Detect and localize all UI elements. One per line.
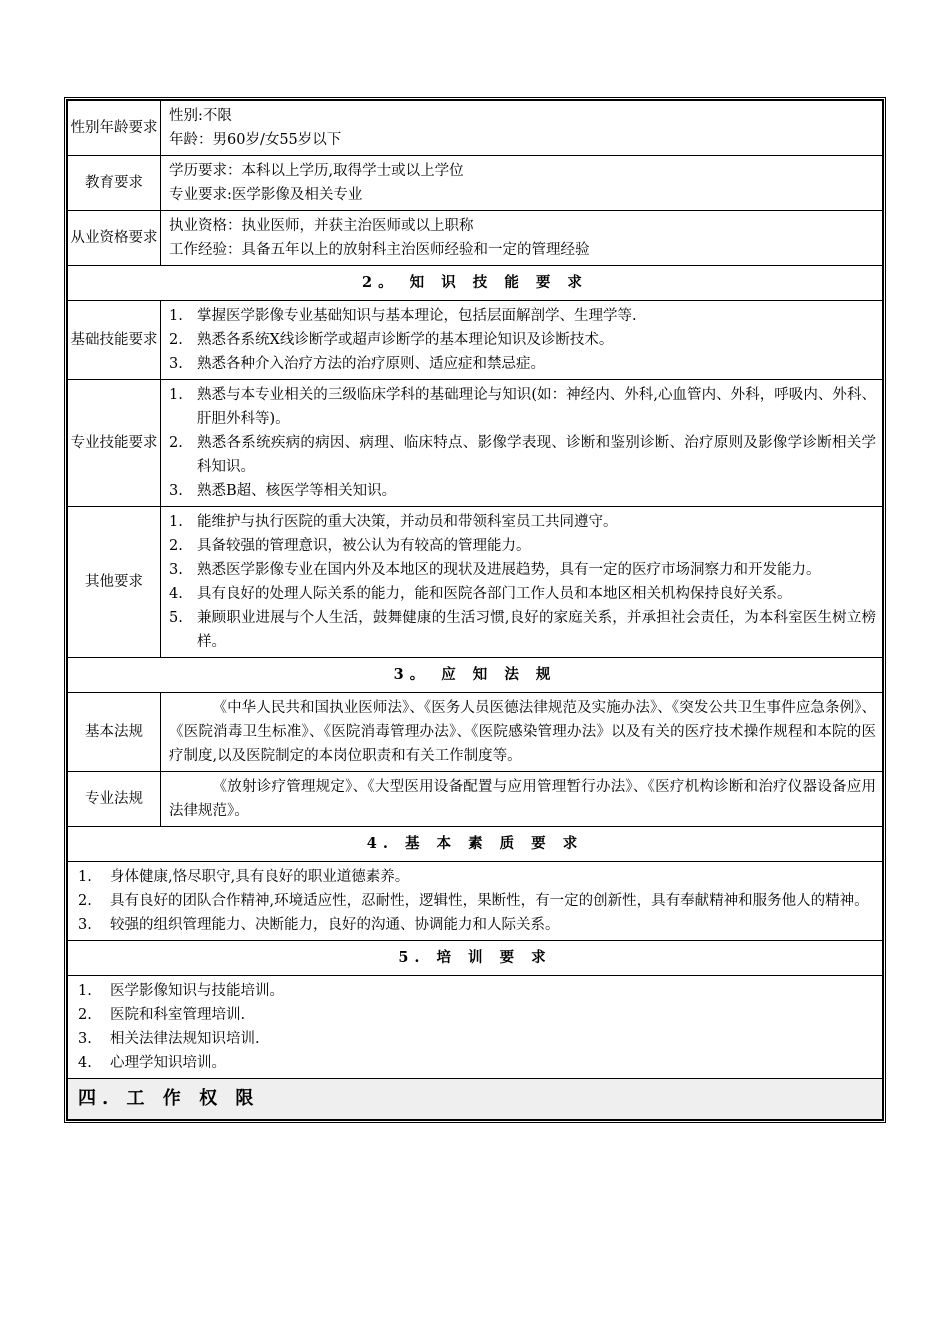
training-list — [78, 979, 876, 1075]
list-item: 2. 熟悉各系统X线诊断学或超声诊断学的基本理论知识及诊断技术。 — [169, 332, 614, 348]
basic-quality-list — [78, 865, 876, 937]
degree-line: 学历要求：本科以上学历,取得学士或以上学位 — [169, 163, 464, 179]
basic-skills-content — [161, 301, 883, 380]
other-requirements-content — [161, 507, 883, 658]
experience-line: 工作经验：具备五年以上的放射科主治医师经验和一定的管理经验 — [169, 242, 590, 258]
list-item: 1. 身体健康,恪尽职守,具有良好的职业道德素养。 — [78, 869, 410, 885]
pro-law-text: 《放射诊疗管理规定》、《大型医用设备配置与应用管理暂行办法》、《医疗机构诊断和治疗仪器设备应用法律规范》。 — [169, 779, 876, 819]
pro-law-label: 专业法规 — [68, 772, 161, 827]
other-requirements-label: 其他要求 — [68, 507, 161, 658]
other-requirements-list — [169, 510, 876, 654]
section-2-title: 2。 知 识 技 能 要 求 — [68, 266, 883, 301]
training-content — [68, 976, 883, 1079]
list-item: 2. 具有良好的团队合作精神,环境适应性，忍耐性，逻辑性，果断性，有一定的创新性，具有奉献精神和服务他人的精神。 — [78, 893, 869, 909]
license-line: 执业资格：执业医师，并获主治医师或以上职称 — [169, 218, 474, 234]
professional-skills-content — [161, 380, 883, 507]
section-2-header — [68, 266, 883, 301]
list-item: 1. 医学影像知识与技能培训。 — [78, 983, 284, 999]
row-other-requirements — [68, 507, 883, 658]
row-education — [68, 156, 883, 211]
list-item: 3. 熟悉医学影像专业在国内外及本地区的现状及进展趋势，具有一定的医疗市场洞察力和开发能力。 — [169, 562, 821, 578]
age-line: 年龄：男60岁/女55岁以下 — [169, 132, 342, 148]
basic-skills-list — [169, 304, 876, 376]
requirements-table — [67, 100, 883, 1120]
basic-law-text: 《中华人民共和国执业医师法》、《医务人员医德法律规范及实施办法》、《突发公共卫生事件应急条例》、《医院消毒卫生标准》、《医院消毒管理办法》、《医院感染管理办法》以及有关的医疗技术操作规程和本院的医疗制度,以及医院制定的本岗位职责和有关工作制度等。 — [169, 700, 876, 764]
section-4-title: 4. 基 本 素 质 要 求 — [68, 827, 883, 862]
professional-skills-label: 专业技能要求 — [68, 380, 161, 507]
qualification-content — [161, 211, 883, 266]
row-training — [68, 976, 883, 1079]
basic-quality-content — [68, 862, 883, 941]
list-item: 2. 熟悉各系统疾病的病因、病理、临床特点、影像学表现、诊断和鉴别诊断、治疗原则及影像学诊断相关学科知识。 — [169, 435, 876, 475]
list-item: 1. 熟悉与本专业相关的三级临床学科的基础理论与知识(如：神经内、外科,心血管内、外科，呼吸内、外科、肝胆外科等)。 — [169, 387, 876, 427]
section-5-title: 5. 培 训 要 求 — [68, 941, 883, 976]
gender-age-content — [161, 101, 883, 156]
section-5-header — [68, 941, 883, 976]
list-item: 3. 熟悉B超、核医学等相关知识。 — [169, 483, 397, 499]
list-item: 3. 熟悉各种介入治疗方法的治疗原则、适应症和禁忌症。 — [169, 356, 545, 372]
list-item: 4. 具有良好的处理人际关系的能力，能和医院各部门工作人员和本地区相关机构保持良好关系。 — [169, 586, 792, 602]
gender-line: 性别:不限 — [169, 108, 232, 124]
education-content — [161, 156, 883, 211]
row-pro-law — [68, 772, 883, 827]
list-item: 1. 掌握医学影像专业基础知识与基本理论，包括层面解剖学、生理学等. — [169, 308, 637, 324]
list-item: 3. 较强的组织管理能力、决断能力，良好的沟通、协调能力和人际关系。 — [78, 917, 560, 933]
list-item: 2. 具备较强的管理意识，被公认为有较高的管理能力。 — [169, 538, 531, 554]
section-3-header — [68, 658, 883, 693]
list-item: 5. 兼顾职业进展与个人生活，鼓舞健康的生活习惯,良好的家庭关系，并承担社会责任，为本科室医生树立榜样。 — [169, 610, 876, 650]
requirements-document — [64, 97, 886, 1123]
row-gender-age — [68, 101, 883, 156]
list-item: 3. 相关法律法规知识培训. — [78, 1031, 260, 1047]
qualification-label: 从业资格要求 — [68, 211, 161, 266]
basic-law-label: 基本法规 — [68, 693, 161, 772]
list-item: 1. 能维护与执行医院的重大决策，并动员和带领科室员工共同遵守。 — [169, 514, 618, 530]
section-iv-header — [68, 1079, 883, 1120]
row-basic-quality — [68, 862, 883, 941]
section-3-title: 3。 应 知 法 规 — [68, 658, 883, 693]
professional-skills-list — [169, 383, 876, 503]
education-label: 教育要求 — [68, 156, 161, 211]
pro-law-content — [161, 772, 883, 827]
gender-age-label: 性别年龄要求 — [68, 101, 161, 156]
list-item: 2. 医院和科室管理培训. — [78, 1007, 246, 1023]
basic-skills-label: 基础技能要求 — [68, 301, 161, 380]
basic-law-content — [161, 693, 883, 772]
list-item: 4. 心理学知识培训。 — [78, 1055, 226, 1071]
major-line: 专业要求:医学影像及相关专业 — [169, 187, 363, 203]
row-qualification — [68, 211, 883, 266]
section-iv-title: 四. 工 作 权 限 — [68, 1079, 883, 1120]
row-basic-skills — [68, 301, 883, 380]
row-professional-skills — [68, 380, 883, 507]
section-4-header — [68, 827, 883, 862]
row-basic-law — [68, 693, 883, 772]
